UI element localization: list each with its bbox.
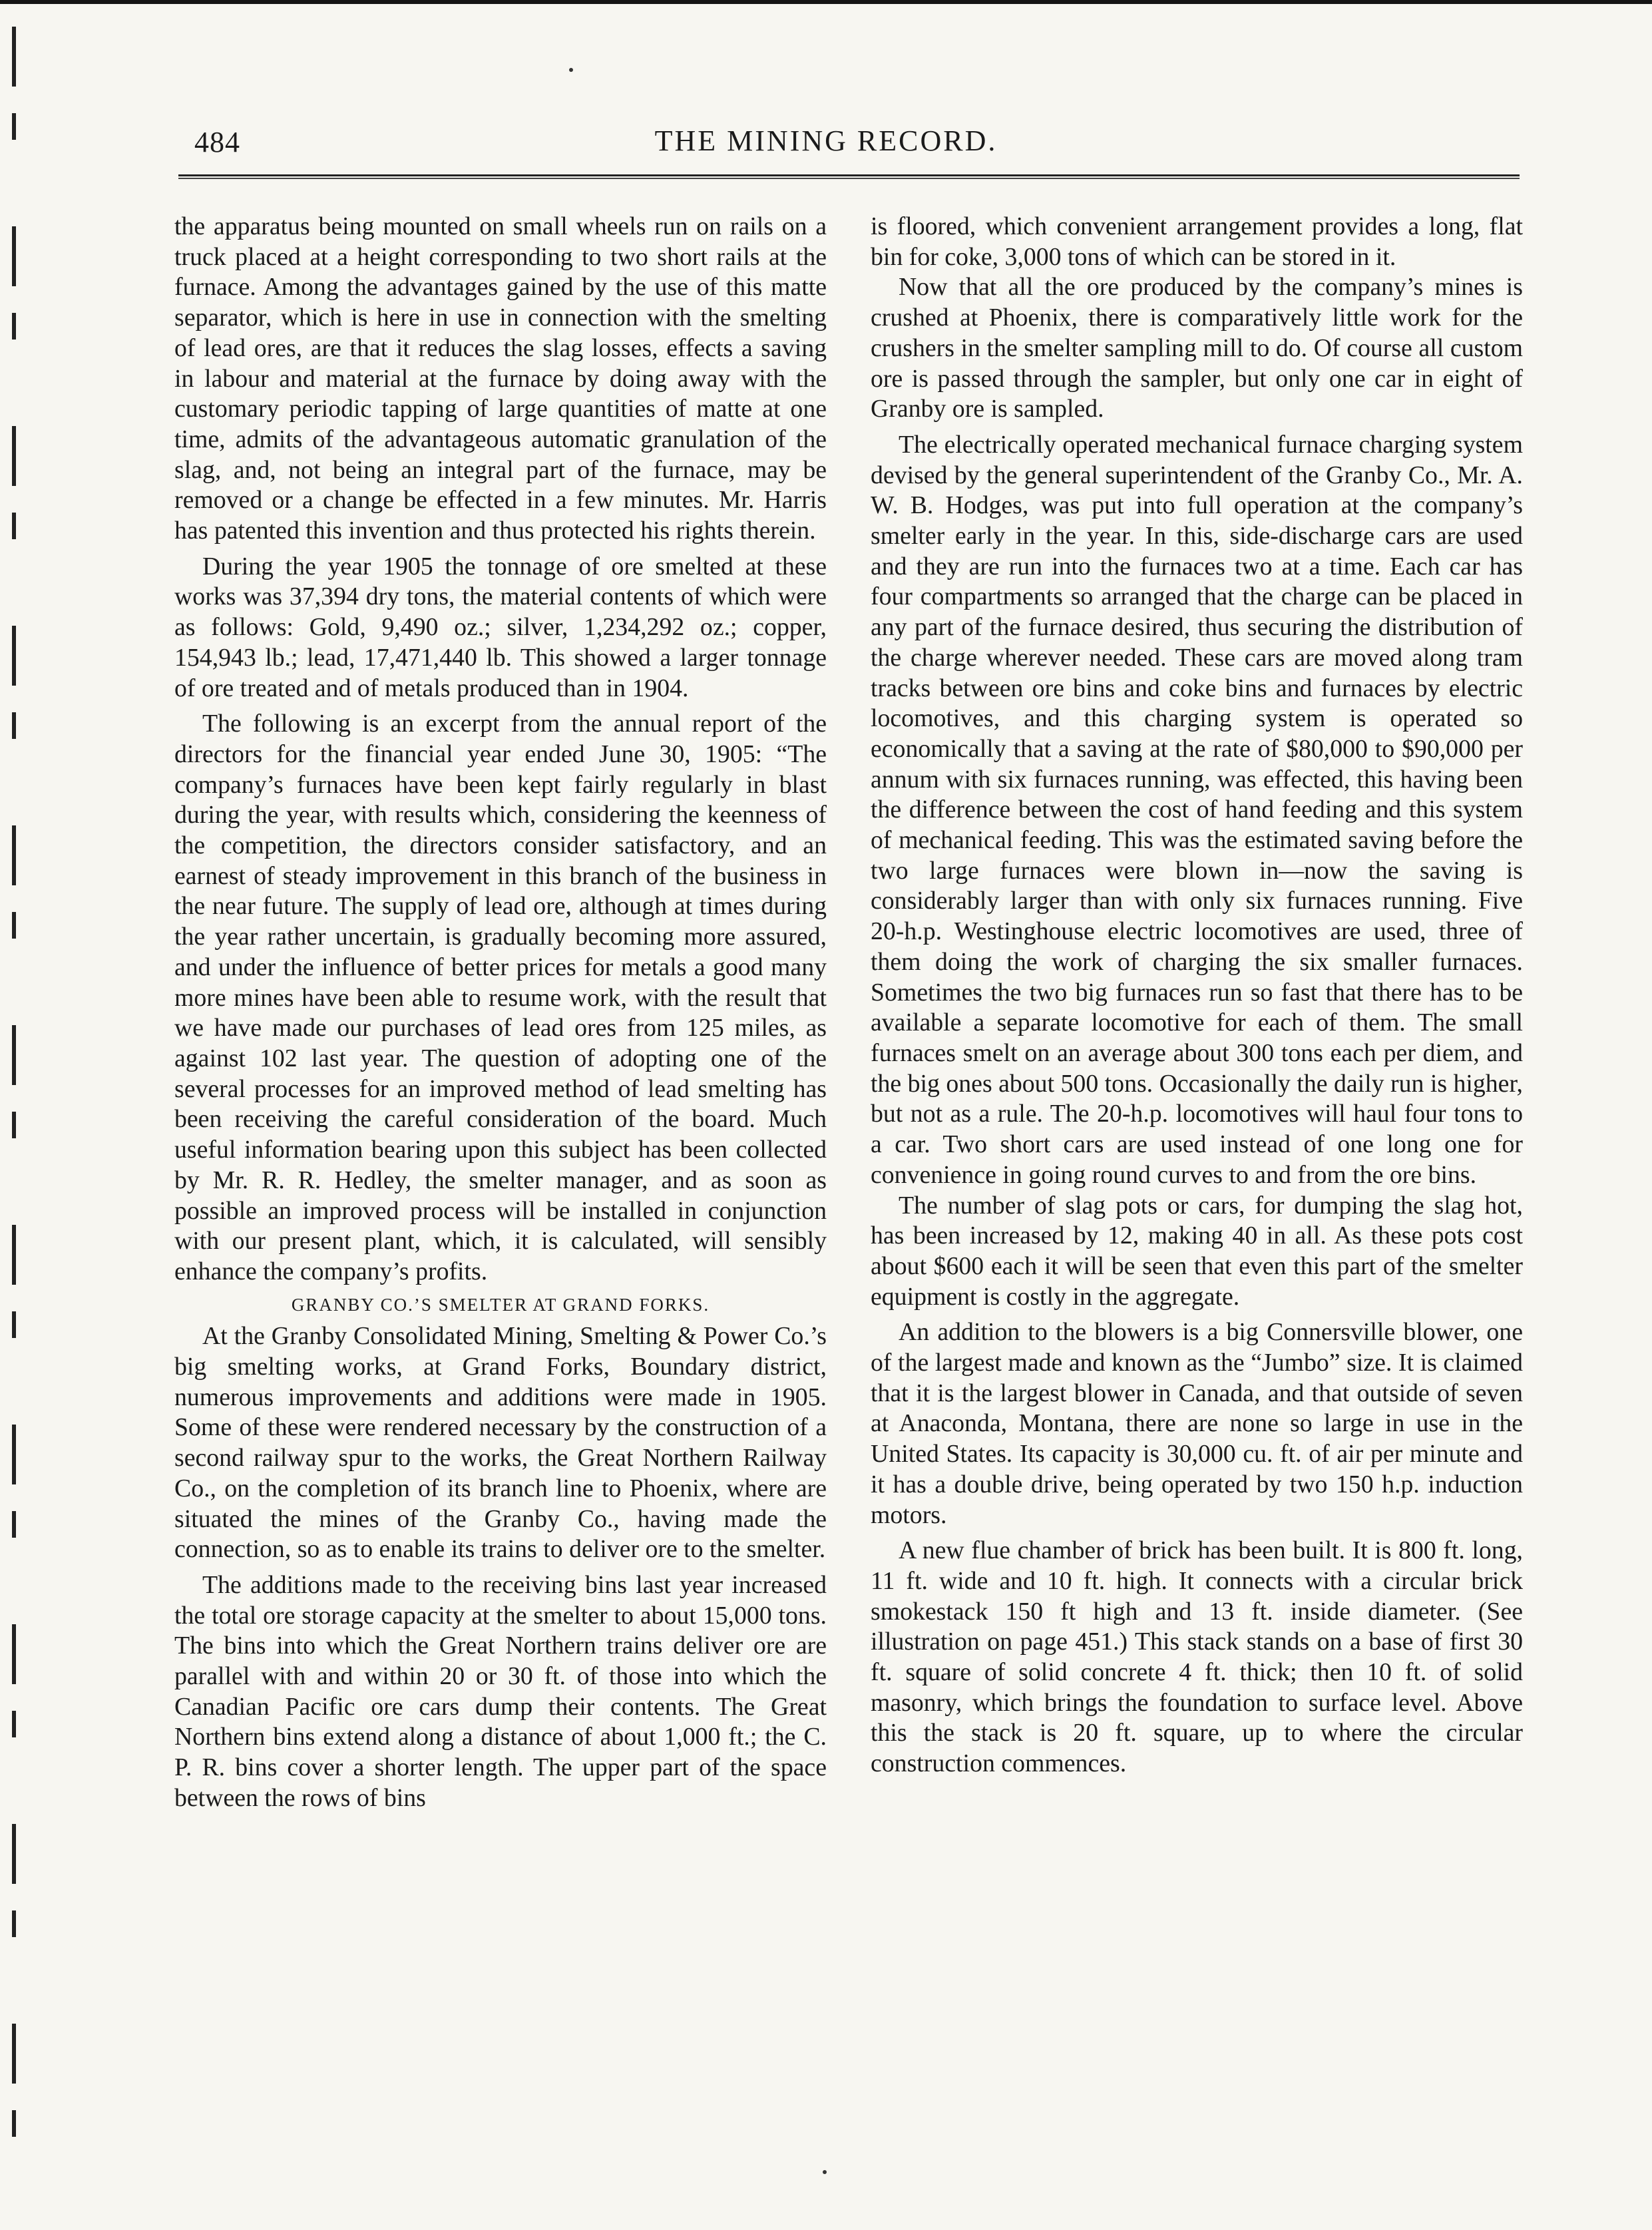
paragraph: During the year 1905 the tonnage of ore smelted at these works was 37,394 dry tons, the material contents of which were as follows: Gold, 9,490 oz.; silver, 1,234,292 oz.; copper, 154,943 lb.; lead, 17,471,440 lb. This showed a larger tonnage of ore treated and of metals produced than in 1904. — [174, 552, 827, 702]
header-rule — [178, 174, 1520, 179]
section-subheading: GRANBY CO.’S SMELTER AT GRAND FORKS. — [291, 1294, 710, 1315]
left-margin-marks — [12, 27, 16, 2217]
speck-mark — [823, 2170, 827, 2174]
paragraph: A new flue chamber of brick has been built. It is 800 ft. long, 11 ft. wide and 10 ft. high. It connects with a circular brick smokestack 150 ft high and 13 ft. inside diameter. (See illustration on page 451.) This stack stands on a base of first 30 ft. square of solid concrete 4 ft. thick; then 10 ft. of solid masonry, which brings the foundation to surface level. Above this the stack is 20 ft. square, up to where the circular construction commences. — [871, 1536, 1523, 1778]
top-border-rule — [0, 0, 1652, 4]
paragraph: Now that all the ore produced by the company’s mines is crushed at Phoenix, there is comparatively little work for the crushers in the smelter sampling mill to do. Of course all custom ore is passed through the sampler, but only one car in eight of Granby ore is sampled. — [871, 273, 1523, 423]
speck-mark — [569, 68, 573, 72]
paragraph: the apparatus being mounted on small wheels run on rails on a truck placed at a height corresponding to two short rails at the furnace. Among the advantages gained by the use of this matte separator, which is here in use in connection with the smelting of lead ores, are that it reduces the slag losses, effects a saving in labour and material at the furnace by doing away with the customary periodic tapping of large quantities of matte at one time, admits of the advantageous automatic granulation of the slag, and, not being an integral part of the furnace, may be removed or a change be effected in a few minutes. Mr. Harris has patented this invention and thus protected his rights therein. — [174, 212, 827, 545]
left-column — [174, 212, 827, 1814]
paragraph: An addition to the blowers is a big Connersville blower, one of the largest made and known as the “Jumbo” size. It is claimed that it is the largest blower in Canada, and that outside of seven at Anaconda, Montana, there are none so large in use in the United States. Its capacity is 30,000 cu. ft. of air per minute and it has a double drive, being operated by two 150 h.p. induction motors. — [871, 1318, 1523, 1529]
right-column — [871, 212, 1523, 1779]
running-head-title: THE MINING RECORD. — [654, 124, 998, 157]
paragraph: At the Granby Consolidated Mining, Smelting & Power Co.’s big smelting works, at Grand Forks, Boundary district, numerous improvements and additions were made in 1905. Some of these were rendered necessary by the construction of a second railway spur to the works, the Great Northern Railway Co., on the completion of its branch line to Phoenix, where are situated the mines of the Granby Co., having made the connection, so as to enable its trains to deliver ore to the smelter. — [174, 1322, 827, 1564]
paragraph: The following is an excerpt from the annual report of the directors for the financial year ended June 30, 1905: “The company’s furnaces have been kept fairly regularly in blast during the year, with results which, considering the keenness of the competition, the directors consider satisfactory, and an earnest of steady improvement in this branch of the business in the near future. The supply of lead ore, although at times during the year rather uncertain, is gradually becoming more assured, and under the influence of better prices for metals a good many more mines have been able to resume work, with the result that we have made our purchases of lead ores from 125 miles, as against 102 last year. The question of adopting one of the several processes for an improved method of lead smelting has been receiving the careful consideration of the board. Much useful information bearing upon this subject has been collected by Mr. R. R. Hedley, the smelter manager, and as soon as possible an improved process will be installed in conjunction with our present plant, which, it is calculated, will sensibly enhance the company’s profits. — [174, 710, 827, 1285]
paragraph: The additions made to the receiving bins last year increased the total ore storage capacity at the smelter to about 15,000 tons. The bins into which the Great Northern trains deliver ore are parallel with and within 20 or 30 ft. of those into which the Canadian Pacific ore cars dump their contents. The Great Northern bins extend along a distance of about 1,000 ft.; the C. P. R. bins cover a shorter length. The upper part of the space between the rows of bins — [174, 1570, 827, 1812]
page-number: 484 — [194, 126, 240, 158]
paragraph: The electrically operated mechanical furnace charging system devised by the general superintendent of the Granby Co., Mr. A. W. B. Hodges, was put into full operation at the company’s smelter early in the year. In this, side-discharge cars are used and they are run into the furnaces two at a time. Each car has four compartments so arranged that the charge can be placed in any part of the furnace desired, thus securing the distribution of the charge wherever needed. These cars are moved along tram tracks between ore bins and coke bins and furnaces by electric locomotives, and this charging system is operated so economically that a saving at the rate of $80,000 to $90,000 per annum with six furnaces running, was effected, this having been the difference between the cost of hand feeding and this system of mechanical feeding. This was the estimated saving before the two large furnaces were blown in—now the saving is considerably larger than with only six furnaces running. Five 20-h.p. Westinghouse electric locomotives are used, three of them doing the work of charging the six smaller furnaces. Sometimes the two big furnaces run so fast that there has to be available a separate locomotive for each of them. The small furnaces smelt on an average about 300 tons each per diem, and the big ones about 500 tons. Occasionally the daily run is higher, but not as a rule. The 20-h.p. locomotives will haul four tons to a car. Two short cars are used instead of one long one for convenience in going round curves to and from the ore bins. — [871, 430, 1523, 1189]
paragraph: is floored, which convenient arrangement provides a long, flat bin for coke, 3,000 tons of which can be stored in it. — [871, 212, 1523, 271]
paragraph: The number of slag pots or cars, for dumping the slag hot, has been increased by 12, making 40 in all. As these pots cost about $600 each it will be seen that even this part of the smelter equipment is costly in the aggregate. — [871, 1191, 1523, 1311]
